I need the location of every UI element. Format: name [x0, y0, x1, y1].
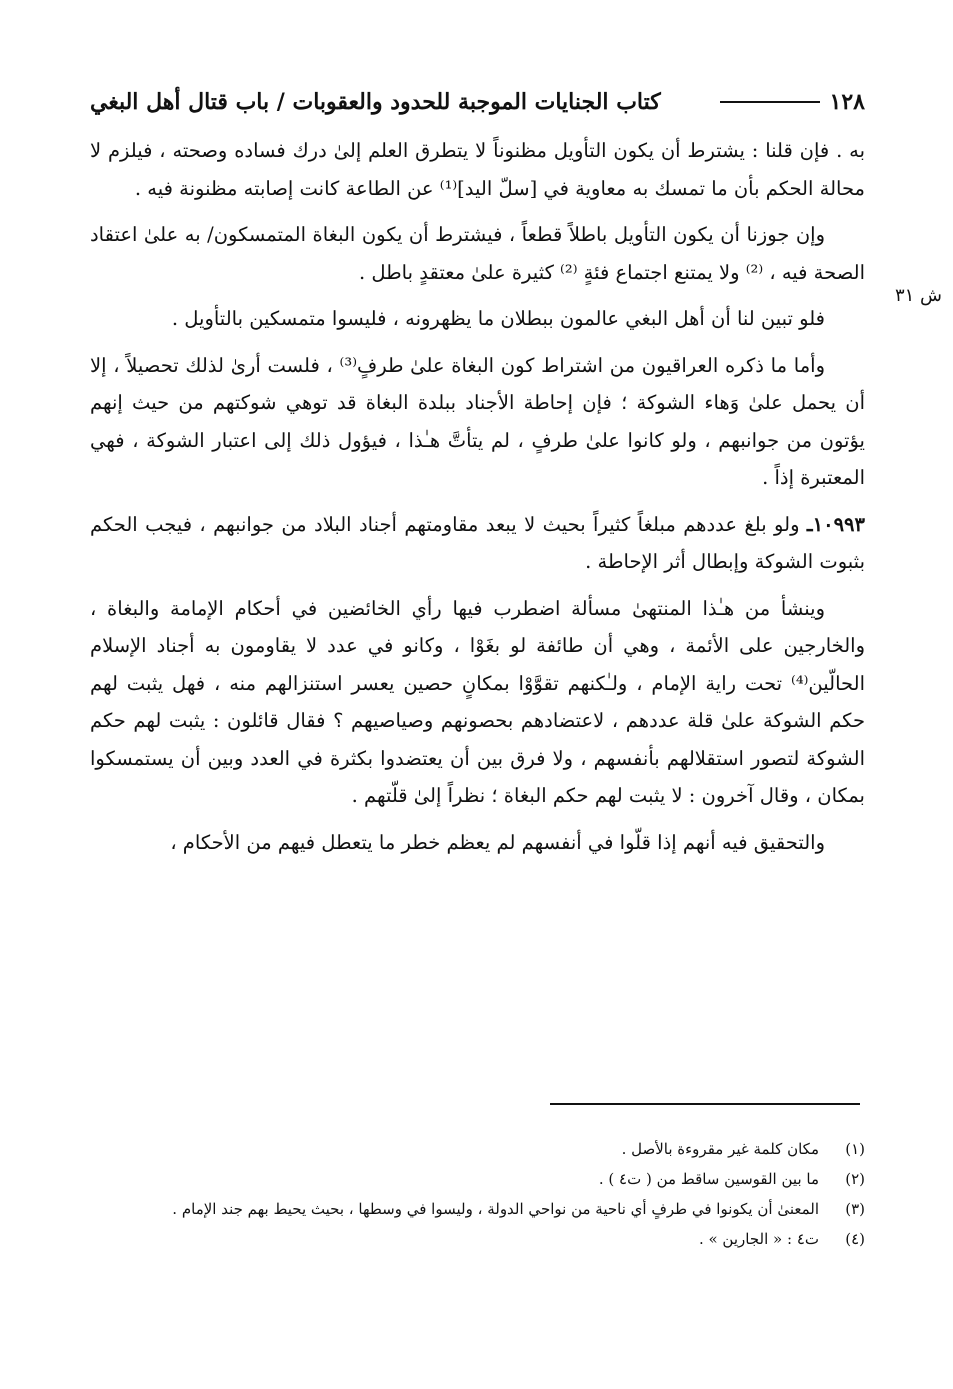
- paragraph: فلو تبين لنا أن أهل البغي عالمون ببطلان ما يظهرونه ، فليسوا متمسكين بالتأويل .: [171, 307, 825, 330]
- paragraph: وينشأ من هـٰذا المنتهىٰ مسألة اضطرب فيها رأي الخائضين في أحكام الإمامة والبغاة ، والخارجين على الأئمة ، وهي أن طائفة لو بغَوْا ، وكانو في عدد لا يقاومون به أجناد الإسلام الحالّين⁽⁴⁾ تحت راية الإمام ، ولـٰكنهم تقوَّوْا بمكانٍ حصين يعسر استنزالهم منه ، فهل يثبت لهم حكم الشوكة علىٰ قلة عددهم ، لاعتضادهم بحصونهم وصياصيهم ؟ فقال قائلون : يثبت لهم حكم الشوكة لتصور استقلالهم بأنفسهم ، ولا فرق بين أن يعتضدوا بكثرة في العدد وبين أن يستمسكوا بمكان ، وقال آخرون : لا يثبت لهم حكم البغاة ؛ نظراً إلىٰ قلّتهم .: [90, 596, 865, 807]
- running-title: كتاب الجنايات الموجبة للحدود والعقوبات / باب قتال أهل البغي: [90, 89, 661, 115]
- paragraph: والتحقيق فيه أنهم إذا قلّوا في أنفسهم لم يعظم خطر ما يتعطل فيهم من الأحكام ،: [170, 830, 825, 854]
- footnote: [90, 1225, 865, 1253]
- running-header: [90, 82, 865, 122]
- margin-folio-note: ش ٣١: [894, 285, 942, 306]
- paragraph-body: ولو بلغ عددهم مبلغاً كثيراً بحيث لا يبعد مقاومتهم أجناد البلاد من جوانبهم ، فيجب الحكم بثبوت الشوكة وإبطال أثر الإحاطة .: [90, 512, 865, 573]
- footnote: [90, 1135, 865, 1163]
- footnote-number: (٣): [845, 1200, 865, 1218]
- footnote-number: (٢): [845, 1170, 865, 1188]
- footnote-separator: [550, 1103, 860, 1105]
- numbered-paragraph: [90, 506, 865, 581]
- footnote-text: ما بين القوسين ساقط من ( ت٤ ) .: [598, 1170, 819, 1188]
- footnote: [90, 1195, 865, 1223]
- footnotes: [90, 1135, 865, 1255]
- paragraph: به . فإن قلنا : يشترط أن يكون التأويل مظنوناً لا يتطرق العلم إلىٰ درك فساده وصحته ، فيلزم لا محالة الحكم بأن ما تمسك به معاوية في [سلّ اليد]⁽¹⁾ عن الطاعة كانت إصابته مظنونة فيه .: [90, 139, 865, 200]
- paragraph: وأما ما ذكره العراقيون من اشتراط كون البغاة علىٰ طرفٍ⁽³⁾ ، فلست أرىٰ لذلك تحصيلاً ، إلا أن يحمل علىٰ وَهاء الشوكة ؛ فإن إحاطة الأجناد ببلدة البغاة قد توهي شوكتهم من حيث إنهم يؤتون من جوانبهم ، ولو كانوا علىٰ طرفٍ ، لم يتأتَّ هـٰذا ، فيؤول ذلك إلى اعتبار الشوكة ، فهي المعتبرة إذاً .: [90, 353, 865, 489]
- main-text: [90, 132, 865, 870]
- footnote-text: مكان كلمة غير مقروءة بالأصل .: [621, 1140, 819, 1158]
- header-rule: [720, 101, 820, 103]
- page-number: ١٢٨: [829, 89, 865, 115]
- footnote-number: (٤): [845, 1230, 865, 1248]
- paragraph: وإن جوزنا أن يكون التأويل باطلاً قطعاً ، فيشترط أن يكون البغاة المتمسكون/ به علىٰ اعتقاد الصحة فيه ، ⁽²⁾ ولا يمتنع اجتماع فئةٍ ⁽²⁾ كثيرة علىٰ معتقدٍ باطل .: [90, 223, 865, 284]
- paragraph-number: ١٠٩٩٣ـ: [806, 512, 865, 536]
- footnote-text: ت٤ : « الجارين » .: [698, 1230, 819, 1248]
- footnote-number: (١): [845, 1140, 865, 1158]
- page-number-group: [720, 89, 865, 115]
- footnote: [90, 1165, 865, 1193]
- footnote-text: المعنىٰ أن يكونوا في طرفٍ أي ناحية من نواحي الدولة ، وليسوا في وسطها ، بحيث يحيط بهم جند الإمام .: [172, 1200, 819, 1218]
